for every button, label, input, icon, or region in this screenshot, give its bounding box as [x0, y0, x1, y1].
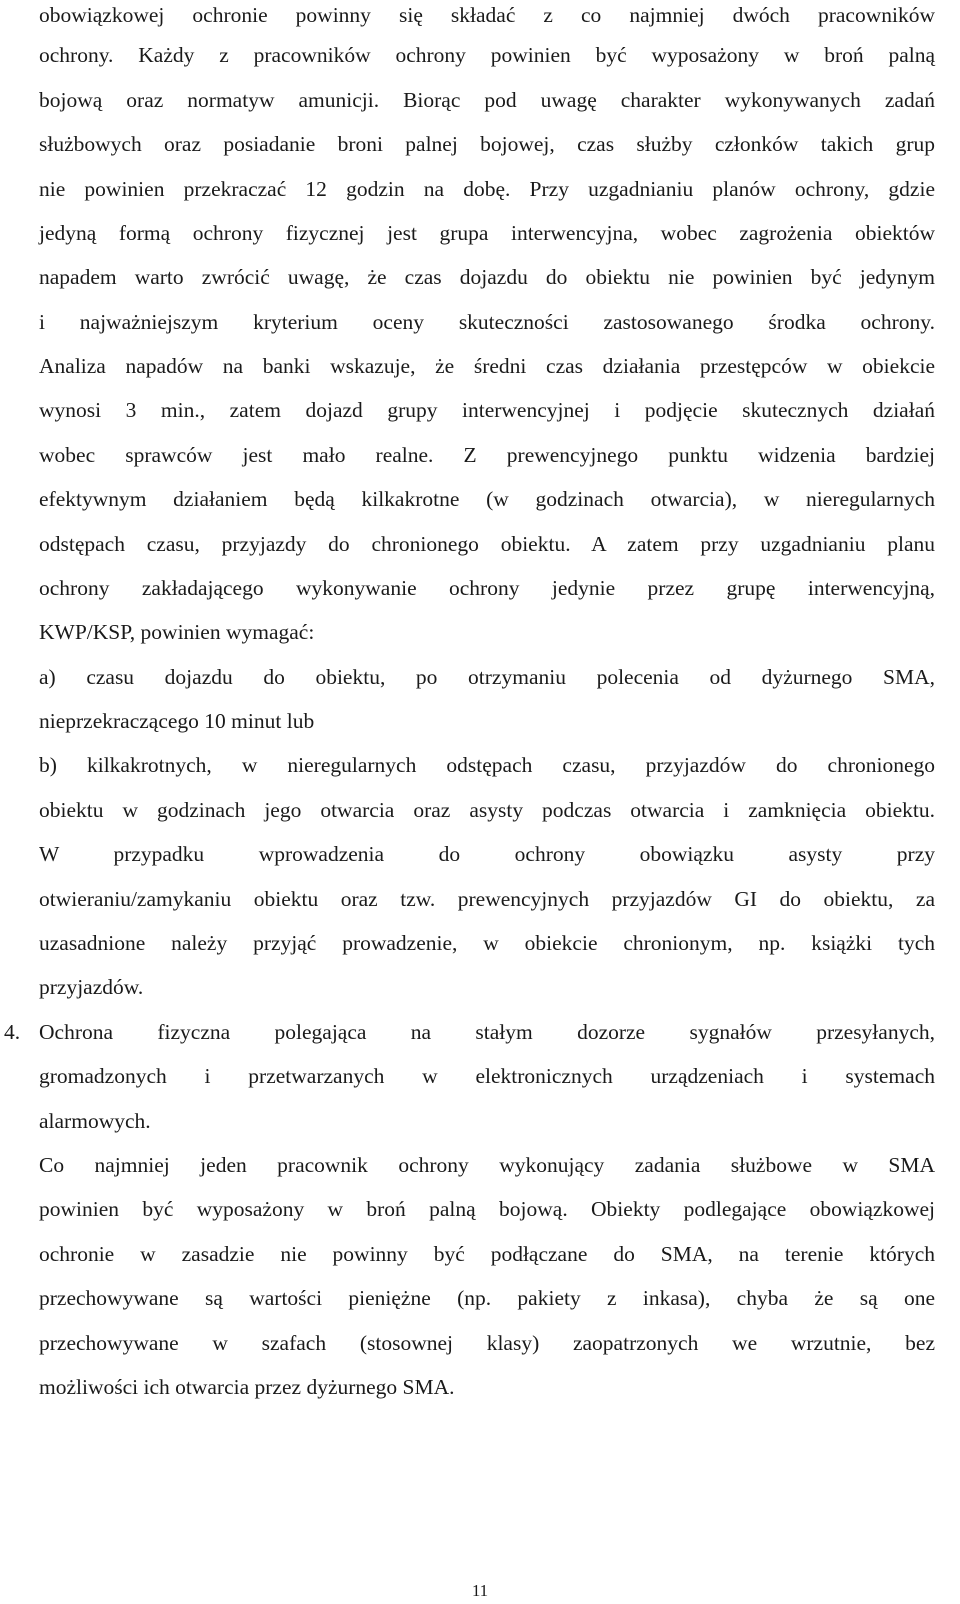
page-number: 11: [471, 1581, 489, 1600]
text-line: obowiązkowej ochronie powinny się składać z co najmniej dwóch pracowników: [39, 3, 935, 27]
text-line: odstępach czasu, przyjazdy do chronionego obiektu. A zatem przy uzgadnianiu planu: [39, 532, 935, 556]
text-line: służbowych oraz posiadanie broni palnej bojowej, czas służby członków takich grup: [39, 132, 935, 156]
text-line: W przypadku wprowadzenia do ochrony obowiązku asysty przy: [39, 842, 935, 866]
text-line: b) kilkakrotnych, w nieregularnych odstępach czasu, przyjazdów do chronionego: [39, 753, 935, 777]
text-line: Analiza napadów na banki wskazuje, że średni czas działania przestępców w obiekcie: [39, 354, 935, 378]
text-line: Ochrona fizyczna polegająca na stałym dozorze sygnałów przesyłanych,: [39, 1020, 935, 1044]
text-line: możliwości ich otwarcia przez dyżurnego SMA.: [39, 1375, 455, 1399]
text-line: przechowywane są wartości pieniężne (np. pakiety z inkasa), chyba że są one: [39, 1286, 935, 1310]
text-line: alarmowych.: [39, 1109, 151, 1133]
text-line: i najważniejszym kryterium oceny skuteczności zastosowanego środka ochrony.: [39, 310, 935, 334]
text-line: ochrony zakładającego wykonywanie ochrony jedynie przez grupę interwencyjną,: [39, 576, 935, 600]
text-line: nieprzekraczącego 10 minut lub: [39, 709, 315, 733]
text-line: wynosi 3 min., zatem dojazd grupy interwencyjnej i podjęcie skutecznych działań: [39, 398, 935, 422]
text-line: przechowywane w szafach (stosownej klasy) zaopatrzonych we wrzutnie, bez: [39, 1331, 935, 1355]
text-line: napadem warto zwrócić uwagę, że czas dojazdu do obiektu nie powinien być jedynym: [39, 265, 935, 289]
text-line: KWP/KSP, powinien wymagać:: [39, 620, 315, 644]
text-line: uzasadnione należy przyjąć prowadzenie, w obiekcie chronionym, np. książki tych: [39, 931, 935, 955]
text-line: a) czasu dojazdu do obiektu, po otrzymaniu polecenia od dyżurnego SMA,: [39, 665, 935, 689]
text-line: Co najmniej jeden pracownik ochrony wykonujący zadania służbowe w SMA: [39, 1153, 935, 1177]
list-number: 4.: [4, 1020, 21, 1044]
text-line: ochronie w zasadzie nie powinny być podłączane do SMA, na terenie których: [39, 1242, 935, 1266]
text-line: nie powinien przekraczać 12 godzin na dobę. Przy uzgadnianiu planów ochrony, gdzie: [39, 177, 935, 201]
text-line: efektywnym działaniem będą kilkakrotne (w godzinach otwarcia), w nieregularnych: [39, 487, 935, 511]
text-line: jedyną formą ochrony fizycznej jest grupa interwencyjna, wobec zagrożenia obiektów: [39, 221, 935, 245]
text-line: gromadzonych i przetwarzanych w elektronicznych urządzeniach i systemach: [39, 1064, 935, 1088]
text-line: otwieraniu/zamykaniu obiektu oraz tzw. prewencyjnych przyjazdów GI do obiektu, za: [39, 887, 935, 911]
text-line: ochrony. Każdy z pracowników ochrony powinien być wyposażony w broń palną: [39, 43, 935, 67]
text-line: bojową oraz normatyw amunicji. Biorąc pod uwagę charakter wykonywanych zadań: [39, 88, 935, 112]
text-line: przyjazdów.: [39, 975, 144, 999]
text-line: obiektu w godzinach jego otwarcia oraz asysty podczas otwarcia i zamknięcia obiektu.: [39, 798, 935, 822]
text-line: powinien być wyposażony w broń palną bojową. Obiekty podlegające obowiązkowej: [39, 1197, 935, 1221]
text-line: wobec sprawców jest mało realne. Z prewencyjnego punktu widzenia bardziej: [39, 443, 935, 467]
